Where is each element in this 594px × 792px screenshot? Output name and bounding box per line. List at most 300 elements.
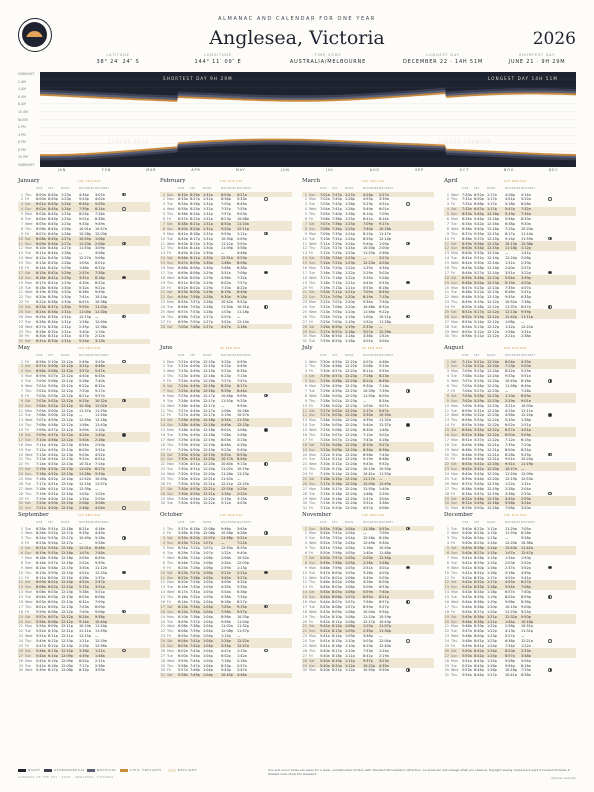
moonrise: 1:48a (79, 265, 89, 270)
sunrise: 7:23a (320, 447, 330, 452)
day-row (444, 334, 576, 339)
solar-noon: 12:19p (487, 491, 499, 496)
moonset: 7:05a (379, 531, 389, 536)
day-number: 7 (304, 555, 307, 560)
column-label: MOONSET (95, 187, 110, 190)
moonset: 4:32p (237, 580, 247, 585)
solar-noon: 1:26p (487, 668, 497, 673)
day-number: 18 (302, 609, 307, 614)
legend-swatch (87, 769, 95, 772)
sunrise: 5:52a (462, 663, 472, 668)
sunrise: 6:18a (36, 285, 46, 290)
moonset: 8:24p (521, 447, 531, 452)
solar-noon: 12:21p (203, 486, 215, 491)
moonset: 10:03a (521, 403, 533, 408)
weekday: Sat (167, 324, 173, 329)
sunset: 5:40p (474, 457, 484, 462)
solar-noon: 1:18p (345, 339, 355, 344)
sunset: 8:00p (190, 290, 200, 295)
moonset: 2:46p (379, 251, 389, 256)
moonrise: 6:04p (505, 359, 515, 364)
sunrise: 6:20a (178, 580, 188, 585)
moonrise: 5:18p (505, 202, 515, 207)
sunset: 8:18p (190, 231, 200, 236)
day-number: 26 (18, 648, 23, 653)
solar-noon: 1:29p (203, 290, 213, 295)
weekday: Tue (309, 270, 315, 275)
moonrise: 7:05p (221, 202, 231, 207)
sunrise: 6:09a (178, 619, 188, 624)
sunset: 6:12p (48, 639, 58, 644)
sunrise: 7:26a (320, 418, 330, 423)
sunrise: 7:29a (178, 442, 188, 447)
moonset: 6:45p (379, 290, 389, 295)
solar-noon: 12:08p (203, 531, 215, 536)
moonrise: 2:29p (79, 643, 89, 648)
moonrise: 6:57a (505, 590, 515, 595)
day-number: 11 (444, 241, 449, 246)
moonset: 9:13p (237, 462, 247, 467)
moonset: 11:32p (237, 624, 249, 629)
moonset: 9:39p (95, 472, 105, 477)
sunrise: 5:47a (462, 629, 472, 634)
weekday: Mon (309, 531, 317, 536)
moonrise: 7:05a (221, 604, 231, 609)
weekday: Thu (451, 418, 458, 423)
month-column-header (452, 187, 576, 191)
day-number: 14 (302, 590, 307, 595)
sunrise: 7:19a (36, 496, 46, 501)
sunset: 5:28p (474, 393, 484, 398)
moonrise: 2:19p (221, 496, 231, 501)
sunrise: 7:30a (178, 496, 188, 501)
sunset: 7:36p (190, 614, 200, 619)
sunrise: 7:09a (36, 432, 46, 437)
sunrise: 7:29a (320, 384, 330, 389)
weekday: Mon (309, 231, 317, 236)
sunrise: 7:29a (320, 374, 330, 379)
moonset: 8:09a (521, 393, 531, 398)
moonrise: — (363, 531, 367, 536)
day-number: 23 (160, 634, 165, 639)
weekday: Tue (451, 290, 457, 295)
moon-phase-icon (122, 433, 126, 437)
column-label: MOONSET (521, 187, 536, 190)
sunrise: 7:09a (36, 428, 46, 433)
moonset: 8:18a (379, 536, 389, 541)
y-tick-label: 8 PM (18, 147, 26, 152)
sunrise: 7:20a (320, 462, 330, 467)
solar-noon: 12:12p (487, 309, 499, 314)
sunset: 4:54p (190, 496, 200, 501)
solar-noon: 12:12p (487, 334, 499, 339)
sunset: 8:36p (474, 599, 484, 604)
weekday: Tue (167, 551, 173, 556)
moonset: 9:59a (95, 560, 105, 565)
moonrise: 7:43a (363, 437, 373, 442)
solar-noon: 12:15p (487, 231, 499, 236)
sunrise: 6:57a (36, 364, 46, 369)
solar-noon: 12:14p (61, 491, 73, 496)
moonrise: 6:45p (79, 202, 89, 207)
day-number: 18 (444, 442, 449, 447)
month-march (302, 178, 434, 348)
weekday: Tue (25, 379, 31, 384)
moonset: 8:22p (237, 285, 247, 290)
month-column-header (168, 187, 292, 191)
solar-noon: 12:08p (61, 668, 73, 673)
solar-noon: 1:31p (203, 192, 213, 197)
weekday: Wed (451, 447, 459, 452)
sunrise: 6:07a (36, 231, 46, 236)
day-number: 23 (444, 467, 449, 472)
weekday: Sat (451, 614, 457, 619)
day-number: 4 (304, 374, 307, 379)
day-number: 18 (444, 609, 449, 614)
sunrise: 6:29a (462, 506, 472, 511)
sunrise: 7:29a (178, 437, 188, 442)
moonrise: 9:41a (505, 462, 515, 467)
solar-noon: 1:20p (487, 609, 497, 614)
moonset: 4:03p (379, 261, 389, 266)
sunset: 7:48p (190, 324, 200, 329)
solar-noon: 1:17p (487, 197, 497, 202)
day-number: 21 (18, 290, 23, 295)
weekday: Fri (25, 265, 30, 270)
weekday: Wed (309, 496, 317, 501)
weekday: Sun (309, 192, 316, 197)
sunset: 5:17p (474, 309, 484, 314)
day-row (160, 501, 292, 506)
moonrise: 10:18p (505, 668, 517, 673)
day-number: 25 (160, 476, 165, 481)
solar-noon: 12:21p (487, 447, 499, 452)
moonrise: 8:15p (363, 231, 373, 236)
moonrise: 10:42a (221, 300, 233, 305)
sunset: 6:10p (48, 629, 58, 634)
weekday: Sun (25, 585, 32, 590)
weekday: Sun (25, 619, 32, 624)
moonrise: 4:52a (79, 580, 89, 585)
sunset: 7:13p (332, 285, 342, 290)
moonrise: 11:02a (221, 624, 233, 629)
sunrise: 6:32a (462, 496, 472, 501)
solar-noon: 12:18p (61, 526, 73, 531)
moonset: 12:56a (95, 643, 107, 648)
moonrise: 9:55a (79, 305, 89, 310)
sunset: 5:31p (474, 408, 484, 413)
moonset: 7:34a (521, 212, 531, 217)
solar-noon: 1:05p (345, 570, 355, 575)
weekday: Sun (167, 491, 174, 496)
moonrise: 9:03a (79, 452, 89, 457)
weekday: Thu (25, 604, 32, 609)
moonrise: 2:06a (221, 555, 231, 560)
weekday: Fri (167, 413, 172, 418)
moonset: 12:14a (237, 319, 249, 324)
day-number: 9 (20, 565, 23, 570)
sunrise: 6:14a (36, 565, 46, 570)
day-number: 16 (444, 432, 449, 437)
day-number: 2 (20, 197, 23, 202)
solar-noon: 1:06p (203, 555, 213, 560)
moonset: 12:18p (95, 418, 107, 423)
y-tick-label: 2 PM (18, 125, 26, 130)
sunrise: 5:52a (320, 541, 330, 546)
moon-phase-icon (406, 457, 410, 461)
sunrise: 5:39a (36, 668, 46, 673)
moonset: 11:53p (379, 472, 391, 477)
sunset: 7:23p (190, 551, 200, 556)
sunrise: 6:51a (462, 437, 472, 442)
weekday: Sun (25, 309, 32, 314)
day-number: 13 (444, 418, 449, 423)
weekday: Thu (309, 314, 316, 319)
moonset: 1:52a (379, 334, 389, 339)
sunset: 4:50p (190, 447, 200, 452)
sunset: 4:49p (190, 428, 200, 433)
sunrise: 6:33a (462, 212, 472, 217)
moonrise: 8:32p (221, 384, 231, 389)
day-number: 3 (304, 369, 307, 374)
weekday: Tue (451, 560, 457, 565)
moonset: 12:49a (379, 481, 391, 486)
month-day-length: 9h 48m DAY (362, 347, 383, 350)
sunset: 6:55p (332, 334, 342, 339)
sunset: 5:07p (332, 437, 342, 442)
moonset: 6:14a (95, 207, 105, 212)
sunrise: 6:40a (462, 246, 472, 251)
moonset: 5:50a (379, 668, 389, 673)
solar-noon: 12:15p (203, 369, 215, 374)
month-title: May (18, 345, 31, 351)
weekday: Fri (25, 541, 30, 546)
weekday: Sat (25, 270, 31, 275)
day-number: 4 (304, 207, 307, 212)
sunrise: 5:42a (320, 619, 330, 624)
moonset: 5:00a (521, 364, 531, 369)
weekday: Tue (167, 432, 173, 437)
sunrise: 7:30a (178, 491, 188, 496)
sunset: 8:35p (48, 314, 58, 319)
moonset: 12:03p (237, 560, 249, 565)
moonrise: 6:11p (363, 369, 373, 374)
moonrise: 2:40a (505, 265, 515, 270)
sunrise: 7:30a (320, 364, 330, 369)
sunrise: 6:37a (178, 217, 188, 222)
sunset: 4:49p (190, 423, 200, 428)
sunset: 6:08p (48, 619, 58, 624)
solar-noon: 1:31p (203, 212, 213, 217)
sunset: 7:58p (332, 560, 342, 565)
moonrise: 6:14p (363, 212, 373, 217)
moon-phase-icon (548, 492, 552, 496)
moonset: 12:38p (521, 241, 533, 246)
month-title: October (160, 512, 183, 518)
moonset: 10:38p (95, 300, 107, 305)
sunrise: 7:30a (178, 452, 188, 457)
weekday: Tue (309, 202, 315, 207)
sunrise: 5:57a (178, 668, 188, 673)
solar-noon: 1:04p (203, 619, 213, 624)
weekday: Fri (167, 319, 172, 324)
sunset: 5:47p (474, 491, 484, 496)
moonset: 9:47a (379, 408, 389, 413)
day-number: 20 (444, 285, 449, 290)
sunset: 8:05p (190, 275, 200, 280)
moonrise: 7:05a (363, 290, 373, 295)
sunset: 8:45p (48, 192, 58, 197)
column-label: SET (474, 354, 480, 357)
chart-y-labels (18, 72, 40, 167)
solar-noon: 12:12p (487, 314, 499, 319)
sunrise: 6:39a (462, 241, 472, 246)
sunrise: 7:19a (36, 491, 46, 496)
weekday: Fri (309, 551, 314, 556)
solar-noon: 1:06p (345, 575, 355, 580)
sunrise: 6:16a (178, 595, 188, 600)
solar-noon: 1:12p (487, 526, 497, 531)
day-number: 3 (20, 369, 23, 374)
sunset: 7:34p (190, 604, 200, 609)
solar-noon: 1:29p (61, 280, 71, 285)
moonset: 8:27p (95, 467, 105, 472)
solar-noon: 12:10p (61, 639, 73, 644)
weekday: Sun (167, 457, 174, 462)
sunrise: 7:30a (178, 501, 188, 506)
moonrise: 8:00a (505, 447, 515, 452)
weekday: Mon (167, 197, 175, 202)
solar-noon: 1:13p (487, 536, 497, 541)
weekday: Sat (25, 364, 31, 369)
day-number: 29 (18, 329, 23, 334)
sunset: 7:22p (190, 546, 200, 551)
solar-noon: 12:14p (61, 590, 73, 595)
sunrise: 6:51a (462, 309, 472, 314)
day-number: 26 (160, 648, 165, 653)
solar-noon: 1:27p (487, 673, 497, 678)
sunset: 8:29p (190, 192, 200, 197)
moon-phase-icon (406, 497, 410, 501)
sunrise: 6:45a (462, 275, 472, 280)
day-number: 12 (444, 246, 449, 251)
solar-noon: 12:19p (487, 486, 499, 491)
solar-noon: 1:28p (61, 261, 71, 266)
weekday: Mon (25, 658, 33, 663)
weekday: Tue (167, 653, 173, 658)
sunset: 4:49p (190, 369, 200, 374)
sunset: 4:51p (190, 457, 200, 462)
day-number: 19 (18, 614, 23, 619)
weekday: Sat (167, 673, 173, 678)
sunset: 8:45p (48, 226, 58, 231)
day-number: 13 (302, 251, 307, 256)
moonrise: 11:28a (79, 472, 91, 477)
sunrise: 6:50a (462, 305, 472, 310)
moonset: 6:01p (95, 457, 105, 462)
sunrise: 7:27a (320, 413, 330, 418)
weekday: Fri (451, 541, 456, 546)
weekday: Sun (451, 653, 458, 658)
weekday: Sat (25, 614, 31, 619)
day-number: 27 (18, 486, 23, 491)
sunrise: 7:04a (462, 388, 472, 393)
moonset: 1:19a (95, 329, 105, 334)
moonrise: 2:48a (221, 265, 231, 270)
moonrise: 11:55p (505, 531, 517, 536)
sunset: 4:49p (190, 364, 200, 369)
day-number: 15 (302, 428, 307, 433)
moonrise: 10:10a (79, 624, 91, 629)
solar-noon: 1:07p (345, 595, 355, 600)
sunset: 8:03p (332, 585, 342, 590)
solar-noon: 12:19p (487, 481, 499, 486)
moonrise: 7:41a (79, 295, 89, 300)
sunrise: 7:16a (36, 472, 46, 477)
sunset: 7:22p (332, 261, 342, 266)
moonset: 4:26p (237, 442, 247, 447)
solar-noon: 12:24p (345, 486, 357, 491)
day-number: 8 (304, 560, 307, 565)
solar-noon: 1:24p (345, 241, 355, 246)
moonrise: 4:40p (79, 374, 89, 379)
weekday: Sat (25, 202, 31, 207)
sunrise: 6:01a (36, 604, 46, 609)
month-title: April (444, 178, 458, 184)
moonrise: 9:33p (79, 221, 89, 226)
sunrise: 6:41a (178, 231, 188, 236)
moonset: 4:16p (379, 437, 389, 442)
day-row (18, 668, 150, 673)
moonset: 9:30a (379, 541, 389, 546)
moonset: 1:11p (237, 231, 247, 236)
solar-noon: 12:23p (487, 413, 499, 418)
day-number: 2 (20, 531, 23, 536)
moonrise: 4:24a (79, 432, 89, 437)
moonrise: 5:56p (505, 501, 515, 506)
moonrise: 9:08a (505, 599, 515, 604)
weekday: Wed (451, 634, 459, 639)
sunrise: 6:02a (36, 207, 46, 212)
moonset: 7:29a (521, 668, 531, 673)
day-number: 9 (20, 231, 23, 236)
weekday: Sun (451, 432, 458, 437)
solar-noon: 12:14p (487, 251, 499, 256)
solar-noon: 1:25p (487, 658, 497, 663)
solar-noon: 12:16p (203, 388, 215, 393)
moonrise: 6:55a (363, 595, 373, 600)
solar-noon: 12:09p (61, 653, 73, 658)
solar-noon: 12:23p (487, 384, 499, 389)
moonrise: 2:37a (79, 270, 89, 275)
x-tick-label: APR (191, 168, 201, 172)
sunrise: 6:11a (36, 575, 46, 580)
moonset: 9:52p (237, 300, 247, 305)
weekday: Tue (451, 408, 457, 413)
x-tick-label: OCT (459, 168, 470, 172)
moonrise: 4:01p (363, 339, 373, 344)
sunrise: 7:22a (178, 364, 188, 369)
moon-phase-icon (264, 531, 268, 535)
sunset: 5:03p (332, 413, 342, 418)
sunrise: 7:16a (36, 476, 46, 481)
sunset: 4:54p (48, 457, 58, 462)
moonrise: 10:39p (363, 388, 375, 393)
weekday: Thu (309, 648, 316, 653)
day-number: 24 (160, 639, 165, 644)
sunset: 7:20p (332, 265, 342, 270)
solar-noon: 1:15p (487, 555, 497, 560)
